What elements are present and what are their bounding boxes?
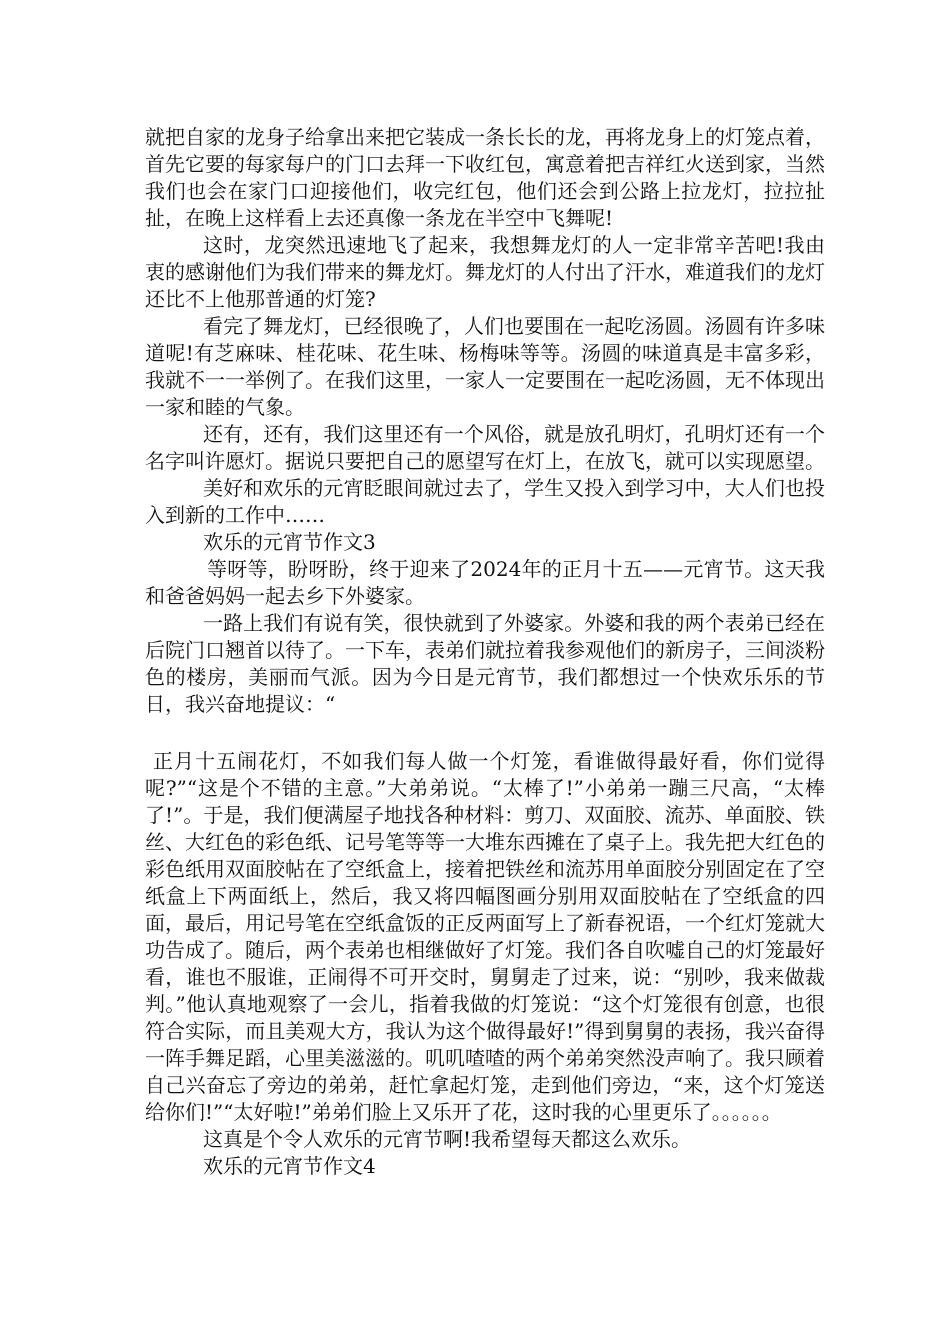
essay-heading-4: 欢乐的元宵节作文4 [203, 1154, 376, 1178]
paragraph-kongming-lantern: 还有，还有，我们这里还有一个风俗，就是放孔明灯，孔明灯还有一个名字叫许愿灯。据说只要把自己的愿望写在灯上，在放飞，就可以实现愿望。 [145, 422, 825, 473]
paragraph-tangyuan: 看完了舞龙灯，已经很晚了，人们也要围在一起吃汤圆。汤圆有许多味道呢!有芝麻味、桂花味、花生味、杨梅味等等。汤圆的味道真是丰富多彩，我就不一一举例了。在我们这里，一家人一定要围在一起吃汤圆，无不体现出一家和睦的气象。 [145, 314, 825, 419]
essay-heading-3: 欢乐的元宵节作文3 [203, 530, 376, 554]
paragraph-dragon-flying: 这时，龙突然迅速地飞了起来，我想舞龙灯的人一定非常辛苦吧!我由衷的感谢他们为我们带来的舞龙灯。舞龙灯的人付出了汗水，难道我们的龙灯还比不上他那普通的灯笼? [145, 233, 825, 311]
blank-line [145, 718, 825, 748]
paragraph-making-lanterns: 正月十五闹花灯，不如我们每人做一个灯笼，看谁做得最好看，你们觉得呢?”“这是个不错的主意。”大弟弟说。“太棒了!”小弟弟一蹦三尺高，“太棒了!”。于是，我们便满屋子地找各种材料：剪刀、双面胶、流苏、单面胶、铁丝、大红色的彩色纸、记号笔等等一大堆东西摊在了桌子上。我先把大红色的彩色纸用双面胶帖在了空纸盒上，接着把铁丝和流苏用单面胶分别固定在了空纸盒上下两面纸上，然后，我又将四幅图画分别用双面胶帖在了空纸盒的四面，最后，用记号笔在空纸盒饭的正反两面写上了新春祝语，一个红灯笼就大功告成了。随后，两个表弟也相继做好了灯笼。我们各自吹嘘自己的灯笼最好看，谁也不服谁，正闹得不可开交时，舅舅走了过来，说：“别吵，我来做裁判。”他认真地观察了一会儿，指着我做的灯笼说：“这个灯笼很有创意，也很符合实际，而且美观大方，我认为这个做得最好!”得到舅舅的表扬，我兴奋得一阵手舞足蹈，心里美滋滋的。叽叽喳喳的两个弟弟突然没声响了。我只顾着自己兴奋忘了旁边的弟弟，赶忙拿起灯笼，走到他们旁边，“来，这个灯笼送给你们!”“太好啦!”弟弟们脸上又乐开了花，这时我的心里更乐了。。。。。。 [145, 749, 825, 1124]
paragraph-grandma-house: 一路上我们有说有笑，很快就到了外婆家。外婆和我的两个表弟已经在后院门口翘首以待了。一下车，表弟们就拉着我参观他们的新房子，三间淡粉色的楼房，美丽而气派。因为今日是元宵节，我们都想过一个快欢乐乐的节日，我兴奋地提议：“ [145, 611, 825, 716]
paragraph-festival-end: 美好和欢乐的元宵眨眼间就过去了，学生又投入到学习中，大人们也投入到新的工作中…… [145, 476, 825, 527]
paragraph-happy-festival: 这真是个令人欢乐的元宵节啊!我希望每天都这么欢乐。 [203, 1127, 692, 1151]
paragraph-waiting: 等呀等，盼呀盼，终于迎来了2024年的正月十五——元宵节。这天我和爸爸妈妈一起去乡下外婆家。 [145, 557, 825, 608]
document-page [145, 124, 825, 1180]
paragraph-dragon-parade: 就把自家的龙身子给拿出来把它装成一条长长的龙，再将龙身上的灯笼点着，首先它要的每家每户的门口去拜一下收红包，寓意着把吉祥红火送到家，当然我们也会在家门口迎接他们，收完红包，他们还会到公路上拉龙灯，拉拉扯扯，在晚上这样看上去还真像一条龙在半空中飞舞呢! [145, 125, 825, 230]
